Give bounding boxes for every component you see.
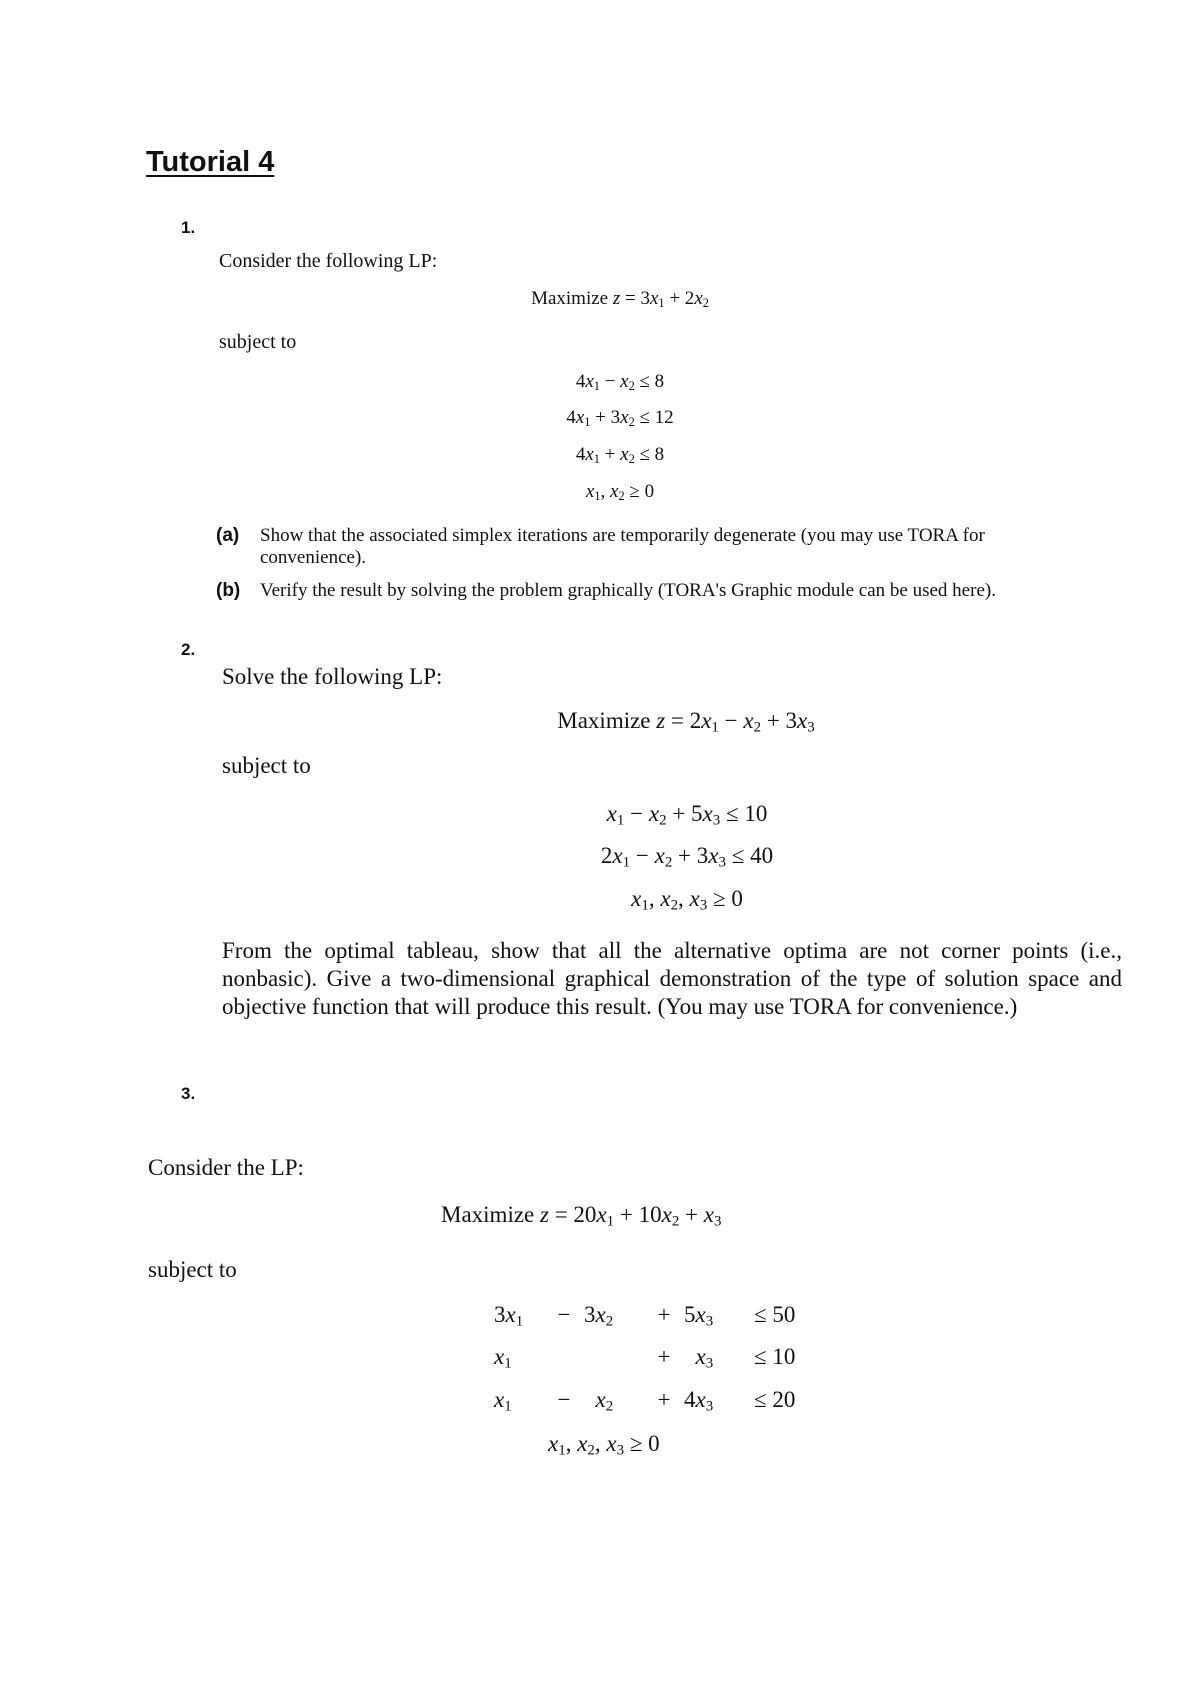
- part-label: (a): [216, 525, 240, 546]
- problem-1-intro: Consider the following LP:: [219, 250, 438, 272]
- problem-3-nonnegativity: $x_1$, $x_2$, $x_3 \ge 0$: [548, 1431, 660, 1459]
- problem-1-part-a: [216, 525, 996, 569]
- problem-3-objective: Maximize $z = 20x_1 + 10x_2 + x_3$: [441, 1202, 722, 1230]
- problem-1-constraint: $4x_1 - x_2 \le 8$: [575, 371, 665, 394]
- page-title: Tutorial 4: [146, 146, 275, 178]
- part-text: Show that the associated simplex iterations are temporarily degenerate (you may use TORA for convenience).: [260, 525, 985, 568]
- problem-1-objective: Maximize $z = 3x_1 + 2x_2$: [531, 288, 709, 311]
- problem-3-intro: Consider the LP:: [148, 1155, 304, 1180]
- problem-2-intro: Solve the following LP:: [222, 664, 443, 689]
- problem-2-constraint: $2x_1 - x_2 + 3x_3 \le 40$: [600, 843, 774, 871]
- problem-2-nonnegativity: $x_1$, $x_2$, $x_3 \ge 0$: [631, 886, 743, 914]
- problem-1-part-b: [216, 580, 996, 602]
- problem-1-constraint: $4x_1 + 3x_2 \le 12$: [566, 407, 674, 430]
- problem-number-2: 2.: [181, 640, 196, 659]
- problem-3-constraint: $x_1$ + $x_3$ ≤ 10: [494, 1344, 796, 1372]
- part-label: (b): [216, 580, 241, 601]
- problem-1-nonnegativity: $x_1$, $x_2 \ge 0$: [585, 481, 655, 504]
- problem-1-subject-to: subject to: [219, 331, 297, 353]
- problem-2-constraint: $x_1 - x_2 + 5x_3 \le 10$: [606, 801, 768, 829]
- problem-number-1: 1.: [181, 218, 196, 237]
- problem-3-subject-to: subject to: [148, 1257, 237, 1282]
- part-text: Verify the result by solving the problem graphically (TORA's Graphic module can be used here).: [260, 580, 996, 601]
- problem-3-constraint: $x_1$ − $x_2$ + $4x_3$ ≤ 20: [494, 1387, 796, 1415]
- problem-3-constraint: $3x_1$ − $3x_2$ + $5x_3$ ≤ 50: [494, 1302, 796, 1330]
- problem-1-constraint: $4x_1 + x_2 \le 8$: [575, 444, 665, 467]
- problem-number-3: 3.: [181, 1084, 196, 1103]
- problem-2-subject-to: subject to: [222, 753, 311, 778]
- problem-2-objective: Maximize $z = 2x_1 - x_2 + 3x_3$: [557, 708, 815, 736]
- problem-2-paragraph: From the optimal tableau, show that all the alternative optima are not corner points (i.e., nonbasic). Give a two-dimensional graphical demonstration of the type of solution space and objective function that will produce this result. (You may use TORA for convenience.): [222, 938, 1122, 1019]
